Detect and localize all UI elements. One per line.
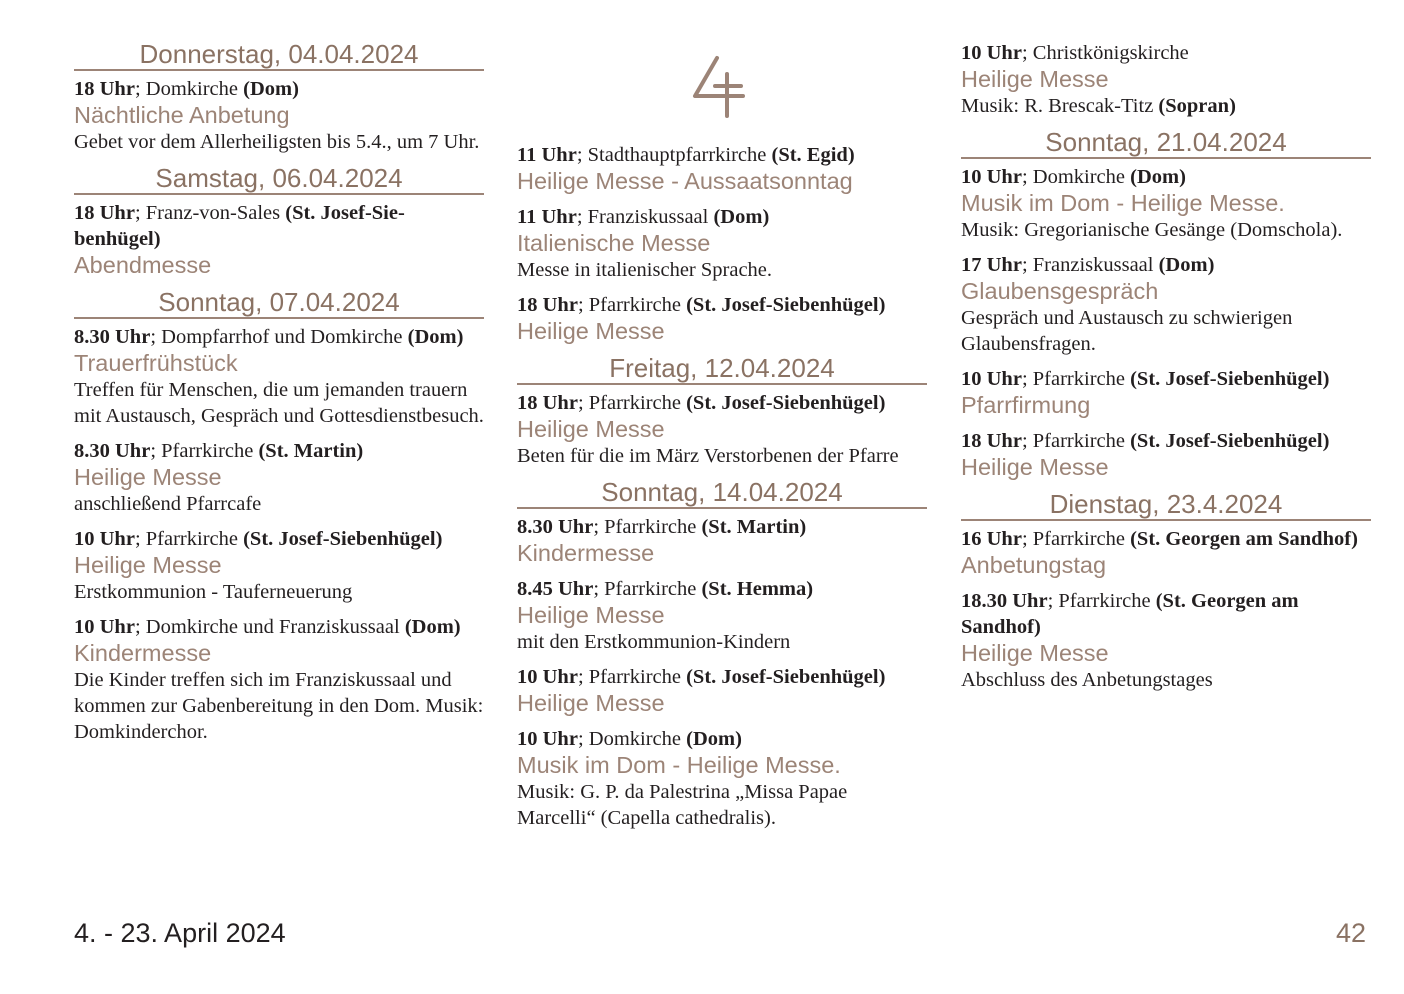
event-description: Treffen für Menschen, die um jemanden trauern mit Austausch, Gespräch und Gottesdienstbesuch. — [74, 379, 484, 427]
event-time: 11 Uhr — [517, 144, 577, 166]
event-parish: St. Josef-Siebenhügel — [1136, 430, 1323, 452]
event-description: Die Kinder treffen sich im Franziskussaal und kommen zur Gabenbereitung in den Dom. Musik: Domkinderchor. — [74, 669, 484, 743]
event-parish: Dom — [249, 78, 293, 100]
event-place: Pfarrkirche — [604, 516, 697, 538]
event-title: Heilige Messe — [961, 454, 1109, 480]
event-description: Gebet vor dem Allerheiligsten bis 5.4., um 7 Uhr. — [74, 131, 480, 153]
event-description-text: Musik: R. Brescak-Titz — [961, 95, 1159, 117]
event-time: 8.30 Uhr — [517, 516, 594, 538]
event-time: 10 Uhr — [961, 166, 1022, 188]
event-place: Dompfarrhof und Domkirche — [161, 326, 403, 348]
day-heading: Sonntag, 07.04.2024 — [74, 288, 484, 319]
event-item — [961, 366, 1371, 419]
event-parish: Dom — [414, 326, 457, 348]
event-meta: 18 Uhr; Pfarrkirche (St. Josef-Siebenhügel) — [517, 294, 886, 316]
event-meta: 10 Uhr; Pfarrkirche (St. Josef-Siebenhügel) — [961, 368, 1330, 390]
event-title: Musik im Dom - Heilige Messe. — [961, 190, 1285, 216]
event-parish: St. Josef-Sie- benhügel — [74, 202, 405, 250]
event-place: Franz-von-Sales — [145, 202, 281, 224]
event-title: Heilige Messe — [517, 602, 665, 628]
event-meta: 18 Uhr; Pfarrkirche (St. Josef-Siebenhügel) — [517, 392, 886, 414]
event-title: Heilige Messe — [961, 66, 1109, 92]
event-place: Domkirche — [1032, 166, 1125, 188]
day-heading: Samstag, 06.04.2024 — [74, 164, 484, 195]
event-place: Pfarrkirche — [145, 528, 238, 550]
event-item — [517, 292, 927, 345]
event-title: Kindermesse — [74, 640, 212, 666]
event-title: Musik im Dom - Heilige Messe. — [517, 752, 841, 778]
event-meta: 18 Uhr; Franz-von-Sales (St. Josef-Sie- benhügel) — [74, 202, 405, 250]
event-place: Pfarrkirche — [588, 666, 681, 688]
event-meta: 10 Uhr; Pfarrkirche (St. Josef-Siebenhügel) — [74, 528, 443, 550]
event-parish: St. Hemma — [708, 578, 807, 600]
event-parish: St. Georgen am Sandhof — [961, 590, 1299, 638]
event-parish: St. Martin — [265, 440, 357, 462]
event-title: Pfarrfirmung — [961, 392, 1091, 418]
event-item — [517, 726, 927, 831]
event-description: Beten für die im März Verstorbenen der Pfarre — [517, 445, 899, 467]
event-item — [74, 200, 484, 279]
event-title: Kindermesse — [517, 540, 655, 566]
event-time: 16 Uhr — [961, 528, 1022, 550]
event-place: Franziskussaal — [587, 206, 709, 228]
column-2 — [517, 40, 927, 840]
day-heading: Dienstag, 23.4.2024 — [961, 490, 1371, 521]
event-meta: 8.45 Uhr; Pfarrkirche (St. Hemma) — [517, 578, 814, 600]
event-meta: 11 Uhr; Stadthauptpfarrkirche (St. Egid) — [517, 144, 855, 166]
event-parish: St. Georgen am Sandhof — [1136, 528, 1352, 550]
column-3 — [961, 40, 1371, 702]
event-title: Heilige Messe — [74, 464, 222, 490]
day-heading: Sonntag, 21.04.2024 — [961, 128, 1371, 159]
event-title: Heilige Messe — [517, 318, 665, 344]
event-description: Abschluss des Anbetungstages — [961, 669, 1213, 691]
event-parish: St. Egid — [778, 144, 848, 166]
event-place: Domkirche — [588, 728, 681, 750]
event-place: Christkönigskirche — [1032, 42, 1189, 64]
event-meta: 18 Uhr; Domkirche (Dom) — [74, 78, 299, 100]
event-time: 18.30 Uhr — [961, 590, 1048, 612]
event-time: 10 Uhr — [74, 528, 135, 550]
event-place: Domkirche und Franziskussaal — [145, 616, 400, 638]
event-description: mit den Erstkommunion-Kindern — [517, 631, 791, 653]
event-item — [74, 76, 484, 155]
event-meta: 8.30 Uhr; Pfarrkirche (St. Martin) — [74, 440, 364, 462]
event-time: 11 Uhr — [517, 206, 577, 228]
event-time: 10 Uhr — [517, 728, 578, 750]
event-item — [961, 428, 1371, 481]
event-parish: St. Josef-Siebenhügel — [692, 294, 879, 316]
event-meta: 18 Uhr; Pfarrkirche (St. Josef-Siebenhügel) — [961, 430, 1330, 452]
event-title: Heilige Messe — [517, 690, 665, 716]
event-meta: 8.30 Uhr; Pfarrkirche (St. Martin) — [517, 516, 807, 538]
event-place: Pfarrkirche — [1032, 528, 1125, 550]
event-place: Pfarrkirche — [588, 392, 681, 414]
event-place: Pfarrkirche — [588, 294, 681, 316]
event-item — [961, 164, 1371, 243]
event-title: Glaubensgespräch — [961, 278, 1159, 304]
event-parish: Dom — [1165, 254, 1208, 276]
event-time: 18 Uhr — [961, 430, 1022, 452]
event-place: Stadthauptpfarrkirche — [587, 144, 767, 166]
event-time: 10 Uhr — [74, 616, 135, 638]
event-time: 8.30 Uhr — [74, 326, 151, 348]
event-parish: St. Martin — [708, 516, 800, 538]
event-item — [961, 588, 1371, 693]
event-parish: St. Josef-Siebenhügel — [249, 528, 436, 550]
event-parish: St. Josef-Siebenhügel — [692, 666, 879, 688]
event-description: Messe in italienischer Sprache. — [517, 259, 773, 281]
event-meta: 10 Uhr; Pfarrkirche (St. Josef-Siebenhügel) — [517, 666, 886, 688]
event-parish: Dom — [411, 616, 454, 638]
event-item — [961, 40, 1371, 119]
event-meta: 10 Uhr; Domkirche und Franziskussaal (Dom) — [74, 616, 461, 638]
event-meta: 10 Uhr; Christkönigskirche — [961, 42, 1189, 64]
event-title: Trauerfrühstück — [74, 350, 238, 376]
event-item — [517, 576, 927, 655]
event-description: Erstkommunion - Tauferneuerung — [74, 581, 353, 603]
event-item — [517, 390, 927, 469]
event-voice: Sopran — [1165, 95, 1230, 117]
event-description: Gespräch und Austausch zu schwierigen Glaubensfragen. — [961, 307, 1293, 355]
event-description: anschließend Pfarrcafe — [74, 493, 262, 515]
event-title: Heilige Messe — [74, 552, 222, 578]
event-title: Heilige Messe — [961, 640, 1109, 666]
event-item — [74, 526, 484, 605]
event-time: 18 Uhr — [517, 294, 578, 316]
event-place: Pfarrkirche — [161, 440, 254, 462]
event-time: 18 Uhr — [74, 202, 135, 224]
event-parish: Dom — [720, 206, 763, 228]
event-time: 10 Uhr — [517, 666, 578, 688]
parish-logo-icon — [687, 52, 757, 122]
event-description: Musik: Gregorianische Gesänge (Domschola). — [961, 219, 1343, 241]
event-item — [74, 438, 484, 517]
event-meta: 8.30 Uhr; Dompfarrhof und Domkirche (Dom) — [74, 326, 464, 348]
event-item — [961, 526, 1371, 579]
event-item — [517, 664, 927, 717]
event-meta: 16 Uhr; Pfarrkirche (St. Georgen am Sandhof) — [961, 528, 1358, 550]
event-meta: 17 Uhr; Franziskussaal (Dom) — [961, 254, 1215, 276]
event-time: 8.30 Uhr — [74, 440, 151, 462]
event-meta: 11 Uhr; Franziskussaal (Dom) — [517, 206, 770, 228]
event-time: 10 Uhr — [961, 368, 1022, 390]
event-time: 18 Uhr — [74, 78, 135, 100]
footer-date-range: 4. - 23. April 2024 — [74, 918, 286, 948]
event-item — [517, 514, 927, 567]
event-place: Pfarrkirche — [1032, 430, 1125, 452]
event-place: Pfarrkirche — [1032, 368, 1125, 390]
event-parish: St. Josef-Siebenhügel — [692, 392, 879, 414]
event-place: Franziskussaal — [1032, 254, 1154, 276]
event-description: Musik: G. P. da Palestrina „Missa Papae Marcelli“ (Capella cathedralis). — [517, 781, 848, 829]
event-time: 10 Uhr — [961, 42, 1022, 64]
event-place: Pfarrkirche — [1058, 590, 1151, 612]
event-title: Nächtliche Anbetung — [74, 102, 290, 128]
event-time: 18 Uhr — [517, 392, 578, 414]
event-item — [74, 614, 484, 745]
column-1 — [74, 40, 484, 754]
event-title: Abendmesse — [74, 252, 212, 278]
event-time: 8.45 Uhr — [517, 578, 594, 600]
event-meta: 10 Uhr; Domkirche (Dom) — [517, 728, 742, 750]
event-item — [517, 204, 927, 283]
event-time: 17 Uhr — [961, 254, 1022, 276]
day-heading: Freitag, 12.04.2024 — [517, 354, 927, 385]
event-item — [74, 324, 484, 429]
event-place: Domkirche — [145, 78, 238, 100]
event-parish: Dom — [692, 728, 736, 750]
event-item — [517, 142, 927, 195]
event-title: Anbetungstag — [961, 552, 1107, 578]
event-title: Heilige Messe - Aussaatsonntag — [517, 168, 853, 194]
event-title: Heilige Messe — [517, 416, 665, 442]
event-item — [961, 252, 1371, 357]
event-description: Musik: R. Brescak-Titz (Sopran) — [961, 95, 1236, 117]
event-place: Pfarrkirche — [604, 578, 697, 600]
event-meta: 10 Uhr; Domkirche (Dom) — [961, 166, 1186, 188]
event-parish: Dom — [1136, 166, 1180, 188]
event-title: Italienische Messe — [517, 230, 711, 256]
event-parish: St. Josef-Siebenhügel — [1136, 368, 1323, 390]
page-number: 42 — [1335, 918, 1366, 948]
day-heading: Sonntag, 14.04.2024 — [517, 478, 927, 509]
event-meta: 18.30 Uhr; Pfarrkirche (St. Georgen am Sandhof) — [961, 590, 1299, 638]
day-heading: Donnerstag, 04.04.2024 — [74, 40, 484, 71]
